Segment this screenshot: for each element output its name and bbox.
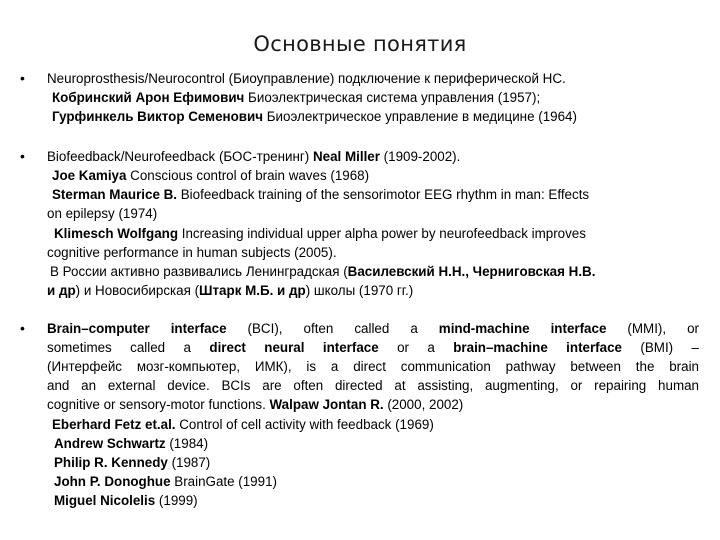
section-3-line-10: Miguel Nicolelis (1999): [54, 493, 198, 508]
section-3-line-4: and an external device. BCIs are often directed at assisting, augmenting, or repairing human: [47, 378, 699, 393]
bullet-section-2: [0, 148, 720, 308]
bullet-section-3: [0, 320, 720, 520]
section-2-line-8: и др) и Новосибирская (Штарк М.Б. и др) школы (1970 гг.): [47, 283, 414, 298]
bullet-section-1: [0, 70, 720, 130]
section-2-line-4: on epilepsy (1974): [47, 206, 158, 221]
bullet-dot: •: [20, 148, 25, 164]
section-3-line-7: Andrew Schwartz (1984): [54, 436, 209, 451]
section-3-line-8: Philip R. Kennedy (1987): [54, 455, 211, 470]
section-2-line-7: В России активно развивались Ленинградская (Василевский Н.Н., Черниговская Н.В.: [50, 264, 596, 279]
section-3-line-5: cognitive or sensory-motor functions. Walpaw Jontan R. (2000, 2002): [47, 397, 464, 412]
section-3-line-9: John P. Donoghue BrainGate (1991): [54, 474, 277, 489]
section-3-line-1: Brain–computer interface (BCI), often called a mind-machine interface (MMI), or: [47, 321, 700, 336]
section-3-line-2: sometimes called a direct neural interface or a brain–machine interface (BMI) –: [47, 340, 699, 355]
section-2-line-1: Biofeedback/Neurofeedback (БОС-тренинг) Neal Miller (1909-2002).: [47, 149, 461, 164]
page-title: Основные понятия: [253, 32, 467, 56]
section-3-line-6: Eberhard Fetz et.al. Control of cell activity with feedback (1969): [52, 417, 434, 432]
section-2-line-2: Joe Kamiya Conscious control of brain waves (1968): [52, 168, 370, 183]
section-1-line-1: Neuroprosthesis/Neurocontrol (Биоуправление) подключение к периферической НС.: [47, 71, 566, 86]
section-2-line-6: cognitive performance in human subjects (2005).: [47, 245, 337, 260]
section-2-line-5: Klimesch Wolfgang Increasing individual upper alpha power by neurofeedback improves: [54, 226, 586, 241]
section-3-line-3: (Интерфейс мозг-компьютер, ИМК), is a direct communication pathway between the brain: [47, 359, 699, 374]
section-2-line-3: Sterman Maurice B. Biofeedback training of the sensorimotor EEG rhythm in man: Effects: [52, 187, 590, 202]
section-1-line-3: Гурфинкель Виктор Семенович Биоэлектрическое управление в медицине (1964): [52, 109, 577, 124]
section-1-line-2: Кобринский Арон Ефимович Биоэлектрическая система управления (1957);: [52, 90, 541, 105]
bullet-dot: •: [20, 320, 25, 336]
bullet-dot: •: [20, 70, 25, 86]
